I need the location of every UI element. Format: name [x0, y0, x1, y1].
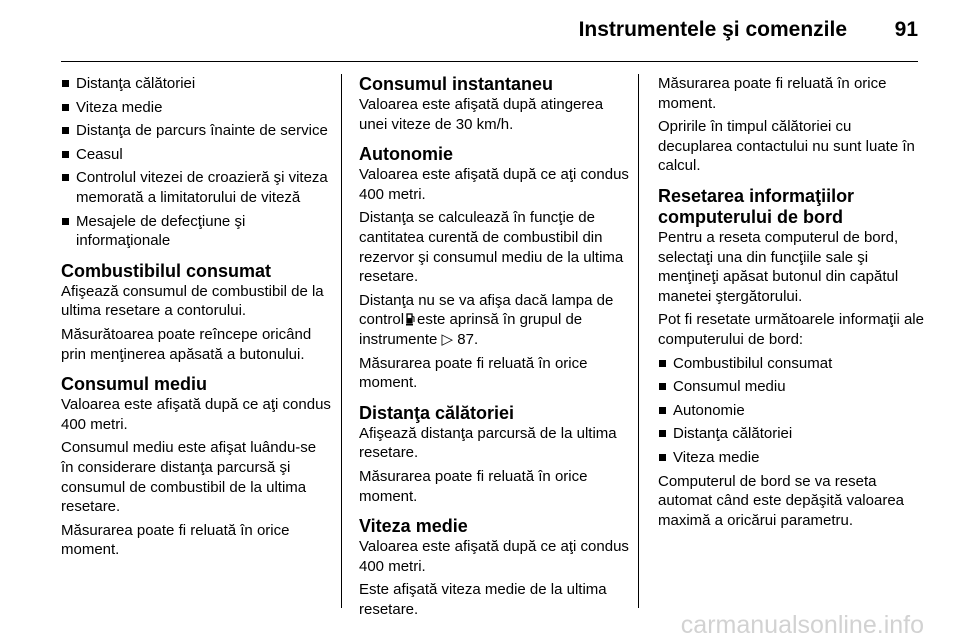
paragraph: Măsurarea poate fi reluată în orice moment. [359, 354, 588, 392]
paragraph: Distanţa nu se va afişa dacă lampa de control este aprinsă în grupul de instrumente ▷ 87. [359, 291, 614, 348]
bullet-list [658, 354, 928, 468]
paragraph: Distanţa se calculează în funcţie de cantitatea curentă de combustibil din rezervor şi consumul mediu de la ultima resetare. [359, 209, 624, 286]
list-item: Distanţa călătoriei [658, 424, 928, 444]
list-item: Combustibilul consumat [658, 354, 928, 374]
list-item: Distanţa de parcurs înainte de service [61, 121, 331, 141]
section-heading: Consumul instantaneu [359, 74, 554, 94]
bullet-icon [62, 174, 69, 181]
bullet-icon [659, 360, 666, 367]
list-item: Consumul mediu [658, 377, 928, 397]
section-heading: Consumul mediu [61, 374, 208, 395]
watermark: carmanualsonline.info [680, 611, 924, 639]
paragraph: Valoarea este afişată după ce aţi condus 400 metri. [61, 396, 331, 433]
column-2 [359, 74, 629, 623]
fuel-level-warning-lamp-icon [406, 313, 415, 326]
bullet-list [61, 74, 331, 251]
list-item: Distanţa călătoriei [61, 74, 331, 94]
section-heading: Distanţa călătoriei [359, 402, 515, 423]
bullet-icon [659, 407, 666, 414]
section-heading: Combustibilul consumat [61, 260, 272, 281]
paragraph: Măsurarea poate fi reluată în orice moment. [61, 521, 290, 559]
paragraph: Măsurarea poate fi reluată în orice moment. [658, 75, 887, 112]
list-item: Ceasul [61, 145, 331, 165]
list-item: Viteza medie [61, 98, 331, 118]
paragraph: Pentru a reseta computerul de bord, selectaţi una din funcţiile sale şi menţineţi apăsat butonul din capătul manetei ştergătorului. [658, 228, 899, 305]
column-1 [61, 74, 331, 564]
paragraph: Computerul de bord se va reseta automat când este depăşită valoarea maximă a oricărui parametru. [658, 472, 904, 529]
section-heading: Autonomie [359, 144, 453, 165]
paragraph: Măsurătoarea poate reîncepe oricând prin menţinerea apăsată a butonului. [61, 325, 312, 363]
list-item: Viteza medie [658, 448, 928, 468]
bullet-icon [62, 151, 69, 158]
bullet-icon [62, 127, 69, 134]
bullet-icon [659, 383, 666, 390]
list-item: Controlul vitezei de croazieră şi viteza memorată a limitatorului de viteză [61, 168, 331, 207]
paragraph: Valoarea este afişată după ce aţi condus 400 metri. [359, 166, 629, 203]
column-divider-1 [341, 74, 342, 608]
section-heading: Resetarea informaţiilor computerului de bord [658, 185, 855, 227]
paragraph: Opririle în timpul călătoriei cu decuplarea contactului nu sunt luate în calcul. [658, 118, 915, 175]
paragraph: Consumul mediu este afişat luându-se în considerare distanţa parcursă şi consumul de combustibil de la ultima resetare. [61, 439, 317, 516]
page-title: Instrumentele şi comenzile [578, 18, 847, 41]
paragraph: Valoarea este afişată după ce aţi condus 400 metri. [359, 538, 629, 575]
column-3 [658, 74, 928, 534]
bullet-icon [62, 218, 69, 225]
bullet-icon [62, 104, 69, 111]
paragraph: Pot fi resetate următoarele informaţii ale computerului de bord: [658, 311, 924, 348]
page-reference: 87. [457, 330, 479, 348]
column-divider-2 [638, 74, 639, 608]
page-number: 91 [894, 18, 918, 41]
list-item: Autonomie [658, 401, 928, 421]
bullet-icon [659, 454, 666, 461]
paragraph: Afişează consumul de combustibil de la ultima resetare a contorului. [61, 282, 324, 320]
paragraph: Măsurarea poate fi reluată în orice moment. [359, 467, 588, 505]
paragraph: Este afişată viteza medie de la ultima resetare. [359, 581, 607, 618]
page-ref-arrow-icon: ▷ [441, 330, 454, 348]
section-heading: Viteza medie [359, 516, 468, 537]
paragraph: Afişează distanţa parcursă de la ultima resetare. [359, 424, 617, 462]
header-rule [61, 61, 918, 62]
list-item: Mesajele de defecţiune şi informaţionale [61, 212, 331, 251]
paragraph: Valoarea este afişată după atingerea unei viteze de 30 km/h. [359, 96, 604, 133]
bullet-icon [659, 430, 666, 437]
bullet-icon [62, 80, 69, 87]
